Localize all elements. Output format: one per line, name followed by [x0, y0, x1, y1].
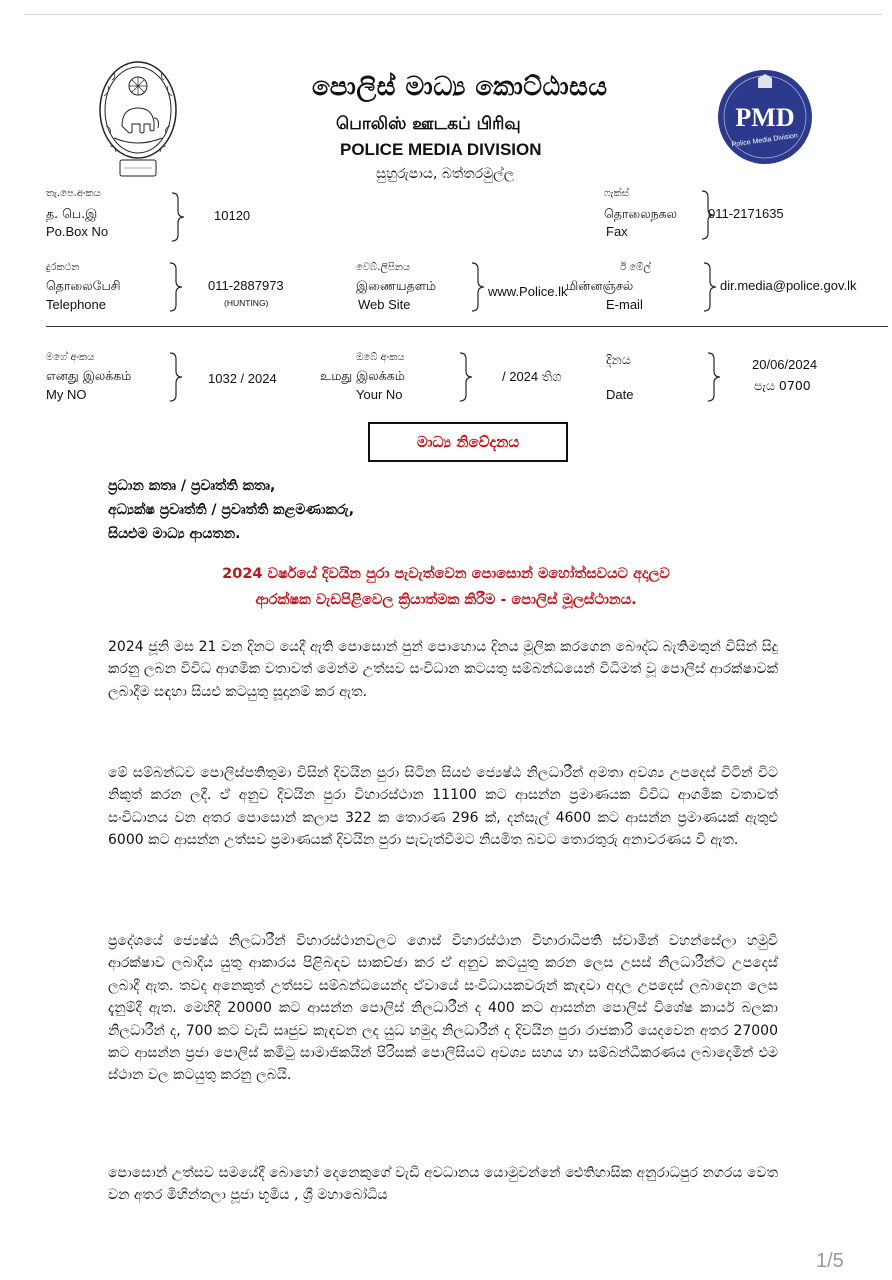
tel-brace — [168, 262, 184, 312]
police-crest-logo — [94, 56, 182, 180]
email-label-ta: மின்னஞ்சல் — [566, 278, 634, 293]
tel-label-en: Telephone — [46, 297, 106, 312]
my-no-label-si: මගේ අංකය — [46, 352, 95, 363]
your-no-label-si: ඔබේ අංකය — [356, 352, 405, 363]
date-label-en: Date — [606, 387, 634, 402]
tel-value: 011-2887973 — [208, 278, 284, 293]
pmd-logo-text: PMD — [735, 103, 795, 132]
email-label-si: ඊ මේල් — [620, 262, 651, 273]
date-value: 20/06/2024 — [752, 357, 818, 372]
tel-label-si: දුරකථන — [46, 262, 80, 273]
web-label-en: Web Site — [358, 297, 411, 312]
web-value[interactable]: www.Police.lk — [488, 284, 568, 299]
body-paragraph — [108, 1162, 778, 1207]
date-brace — [706, 352, 722, 402]
date-label-si: දිනය — [606, 352, 631, 367]
your-no-value: / 2024 තිග — [502, 369, 562, 384]
pobox-label-en: Po.Box No — [46, 224, 109, 239]
paragraph-text: මේ සම්බන්ධව පොලිස්පතිතුමා විසින් දිවයින පුරා සිටින සියළු ජ්‍යෙෂ්ඨ නිලධාරීන් අමතා අවශ්‍ය උපදෙස් විටින් විට නිකුත් කරන ලදී. ඒ අනුව දිවයින පුරා විහාරස්ථාන 11100 කට ආසන්න ප්‍රමාණයක විවිධ ආගමික වතාවත් සංවිධානය වන අතර පොසොන් කලාප 322 ක තොරණ 296 ක්, දන්සැල් 4600 කට ආසන්න ප්‍රමාණයක් ඇතුළු 6000 කට ආසන්න උත්සව ප්‍රමාණයක් දිවයින පුරා පැවැත්වීමට නියමිත බවට තොරතුරු අනාවරණය වී ඇත. — [108, 765, 778, 849]
email-value[interactable]: dir.media@police.gov.lk — [720, 278, 857, 293]
my-no-label-ta: எனது இலக்கம் — [46, 368, 132, 383]
tel-label-ta: தொலைபேசி — [46, 278, 121, 293]
fax-label-ta: தொலைநகல — [604, 206, 677, 221]
page-indicator: 1/5 — [816, 1250, 844, 1272]
paragraph-text: ප්‍රදේශයේ ජ්‍යෙෂ්ඨ නිලධාරීන් විහාරස්ථානවලට ගොස් විහාරස්ථාන විහාරාධිපති ස්වාමීන් වහන්සේලා හමුවී ආරක්ෂාව ලබාදිය යුතු ආකාරය පිළිබඳව සාකච්ඡා කර ඒ අනුව කටයුතු කරන ලෙස උසස් නිලධාරීන්ට උපදෙස් ලබාදී ඇත. තවද අනෙකුත් උත්සව සම්බන්ධයෙන්ද ඒවායේ සංවිධායකවරුන් කැඳවා අදාල උපදෙස් ලබාදෙන ලෙස දැනුම්දී ඇත. මෙහිදී 20000 කට ආසන්න පොලිස් නිලධාරීන් ද 400 කට ආසන්න පොලිස් විශේෂ කාර්ය බලකා නිලධාරීන් ද, 700 කට වැඩි සෘජුව කැඳවන ලද යුධ හමුදා නිලධාරීන් ද දිවයින පුරා රාජකාරි යෙදවෙන අතර 27000 කට ආසන්න ප්‍රජා පොලිස් කමිටු සාමාජිකයින් පිරිසක් පොලිසියට අවශ්‍ය සහය හා සම්බන්ධීකරණය ලබාදෙමින් එම ස්ථාන වල කටයුතු කරනු ලබයි. — [108, 933, 778, 1084]
time-value: පැය 0700 — [754, 378, 811, 393]
pmd-logo-ring-text: Police Media Division — [731, 132, 799, 149]
org-name-tamil: பொலிஸ் ஊடகப் பிரிவு — [336, 114, 521, 134]
header-divider — [46, 326, 888, 327]
org-name-sinhala: පොලිස් මාධ්‍ය කොට්ඨාසය — [312, 72, 608, 102]
fax-label-en: Fax — [606, 224, 628, 239]
paragraph-text: 2024 ජූනි මස 21 වන දිනට යෙදී ඇති පොසොන් පුන් පොහොය දිනය මූලික කරගෙන බෞද්ධ බැතිමතුන් විසින් සිදු කරනු ලබන විවිධ ආගමික වතාවත් මෙන්ම උත්සව සංවිධාන කටයතු සම්බන්ධයෙන් විධිමත් වූ පොලිස් ආරක්ෂාවක් ලබාදීම සඳහා සියළු කටයුතු සූදානම් කර ඇත. — [108, 639, 778, 700]
paragraph-text: පොසොන් උත්සව සමයේදී බොහෝ දෙනෙකුගේ වැඩි අවධානය යොමුවන්නේ ඓතිහාසික අනුරාධපුර නගරය වෙත වන අතර මිහින්තලා පූජා භූමිය , ශ්‍රී මහාබෝධිය — [108, 1165, 778, 1204]
org-name-english: POLICE MEDIA DIVISION — [340, 140, 542, 159]
recipient-line: අධ්‍යක්ෂ ප්‍රවෘත්ති / ප්‍රවෘත්ති කළමණාකරු, — [108, 502, 355, 518]
my-no-brace — [168, 352, 184, 402]
pobox-brace — [170, 192, 186, 242]
web-brace — [470, 262, 486, 312]
my-no-value: 1032 / 2024 — [208, 371, 277, 386]
your-no-label-ta: உமது இலக்கம் — [320, 368, 405, 383]
pobox-label-ta: த. பெ.இ — [46, 206, 98, 221]
body-paragraph — [108, 762, 778, 852]
pmd-logo — [716, 68, 814, 166]
media-notice-title: මාධ්‍ය නිවේදනය — [416, 433, 520, 451]
email-brace — [702, 262, 718, 312]
top-border — [24, 14, 882, 15]
fax-value: 011-2171635 — [708, 206, 784, 221]
headline-line: 2024 වර්ෂයේ දිවයින පුරා පැවැත්වෙන පොසොන් මහෝත්සවයට අදාලව — [222, 566, 670, 582]
org-address: සුහුරුපාය, බත්තරමුල්ල — [376, 166, 515, 182]
web-label-ta: இணையதளம் — [356, 278, 437, 293]
headline-line: ආරක්ෂක වැඩපිළිවෙල ක්‍රියාත්මක කිරීම - පොලිස් මූලස්ථානය. — [255, 592, 637, 608]
your-no-label-en: Your No — [356, 387, 403, 402]
my-no-label-en: My NO — [46, 387, 87, 402]
pobox-label-si: තැ.පෙ.අංකය — [46, 188, 101, 199]
body-paragraph — [108, 930, 778, 1087]
media-notice-title-box — [368, 422, 568, 462]
web-label-si: වෙබ්.ලිපිනය — [356, 262, 411, 273]
email-label-en: E-mail — [606, 297, 643, 312]
tel-note: (HUNTING) — [224, 298, 269, 308]
pobox-value: 10120 — [214, 208, 251, 223]
recipient-line: ප්‍රධාන කතෘ / ප්‍රවෘත්ති කතෘ, — [108, 478, 276, 494]
your-no-brace — [458, 352, 474, 402]
body-paragraph — [108, 636, 778, 703]
recipient-line: සියළුම මාධ්‍ය ආයතන. — [108, 526, 241, 542]
fax-label-si: ෆැක්ස් — [604, 188, 629, 199]
